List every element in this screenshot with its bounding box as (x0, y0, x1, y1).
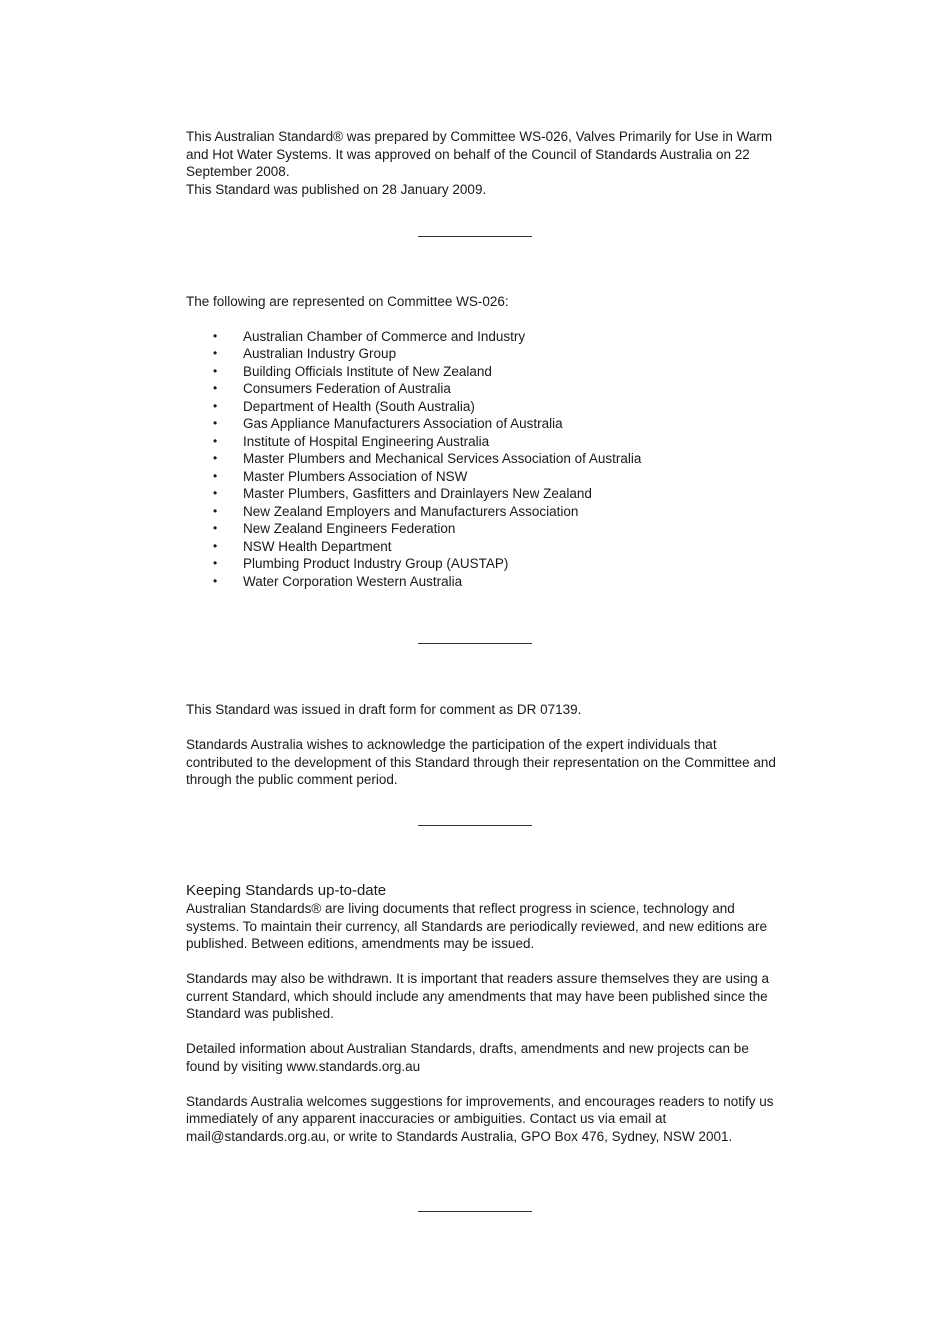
bullet-icon: • (213, 398, 218, 413)
committee-member-item (186, 363, 776, 381)
bullet-icon: • (213, 381, 218, 395)
committee-member-name: New Zealand Employers and Manufacturers Association (243, 503, 579, 519)
committee-member-item (186, 538, 776, 556)
bullet-icon: • (213, 503, 218, 518)
preparation-paragraph: This Australian Standard® was prepared by Committee WS-026, Valves Primarily for Use in Warm and Hot Water Systems. It was approved on behalf of the Council of Standards Australia on 22 September 2008. (186, 129, 773, 179)
committee-member-name: Water Corporation Western Australia (243, 573, 463, 589)
committee-member-name: Building Officials Institute of New Zealand (243, 363, 492, 379)
committee-member-item (186, 468, 776, 486)
committee-member-item (186, 520, 776, 538)
withdrawn-paragraph: Standards may also be withdrawn. It is important that readers assure themselves they are using a current Standard, which should include any amendments that may have been published since the Standard was published. (186, 971, 770, 1021)
committee-member-name: NSW Health Department (243, 538, 392, 554)
keeping-heading: Keeping Standards up-to-date (186, 882, 387, 899)
living-documents-paragraph: Australian Standards® are living documents that reflect progress in science, technology and systems. To maintain their currency, all Standards are periodically reviewed, and new editions are published. Between editions, amendments may be issued. (186, 901, 768, 951)
bullet-icon: • (213, 433, 218, 448)
committee-member-list (186, 328, 776, 591)
committee-member-item (186, 380, 776, 398)
committee-member-item (186, 485, 776, 503)
bullet-icon: • (213, 416, 218, 430)
committee-member-item (186, 433, 776, 451)
committee-member-name: Institute of Hospital Engineering Australia (243, 433, 490, 449)
committee-member-item (186, 573, 776, 591)
bullet-icon: • (213, 486, 218, 500)
keeping-up-to-date-section (186, 881, 776, 1145)
section-divider-2 (418, 643, 532, 644)
bullet-icon: • (213, 363, 218, 378)
committee-member-item (186, 555, 776, 573)
committee-member-item (186, 398, 776, 416)
bullet-icon: • (213, 346, 218, 360)
bullet-icon: • (213, 451, 218, 465)
committee-member-item (186, 450, 776, 468)
committee-member-name: Australian Chamber of Commerce and Industry (243, 328, 526, 344)
bullet-icon: • (213, 328, 218, 343)
committee-section (186, 293, 776, 590)
section-divider-4 (418, 1211, 532, 1212)
contact-paragraph: Standards Australia welcomes suggestions for improvements, and encourages readers to notify us immediately of any apparent inaccuracies or ambiguities. Contact us via email at mail@standards.org.au, or write to Standards Australia, GPO Box 476, Sydney, NSW 2001. (186, 1093, 774, 1144)
committee-member-name: Master Plumbers Association of NSW (243, 468, 468, 484)
publication-date-paragraph: This Standard was published on 28 January 2009. (186, 181, 487, 197)
committee-member-name: Gas Appliance Manufacturers Association of Australia (243, 416, 563, 431)
committee-member-name: Plumbing Product Industry Group (AUSTAP) (243, 556, 509, 571)
bullet-icon: • (213, 573, 218, 588)
committee-member-item (186, 415, 776, 433)
committee-member-name: New Zealand Engineers Federation (243, 521, 456, 536)
committee-member-item (186, 328, 776, 346)
section-divider-1 (418, 236, 532, 237)
committee-member-name: Master Plumbers and Mechanical Services Association of Australia (243, 451, 642, 466)
committee-member-item (186, 503, 776, 521)
committee-member-item (186, 345, 776, 363)
draft-section (186, 701, 776, 789)
preparation-section (186, 128, 776, 198)
committee-intro: The following are represented on Committee WS-026: (186, 294, 509, 309)
committee-member-name: Master Plumbers, Gasfitters and Drainlayers New Zealand (243, 486, 592, 501)
draft-paragraph: This Standard was issued in draft form for comment as DR 07139. (186, 702, 582, 717)
website-paragraph: Detailed information about Australian Standards, drafts, amendments and new projects can be found by visiting www.standards.org.au (186, 1041, 749, 1074)
committee-member-name: Australian Industry Group (243, 346, 397, 361)
bullet-icon: • (213, 468, 218, 483)
bullet-icon: • (213, 538, 218, 553)
committee-member-name: Consumers Federation of Australia (243, 381, 451, 396)
bullet-icon: • (213, 556, 218, 570)
section-divider-3 (418, 825, 532, 826)
acknowledgement-paragraph: Standards Australia wishes to acknowledge the participation of the expert individuals that contributed to the development of this Standard through their representation on the Committee and through the public comment period. (186, 737, 776, 787)
bullet-icon: • (213, 521, 218, 535)
committee-member-name: Department of Health (South Australia) (243, 398, 475, 414)
